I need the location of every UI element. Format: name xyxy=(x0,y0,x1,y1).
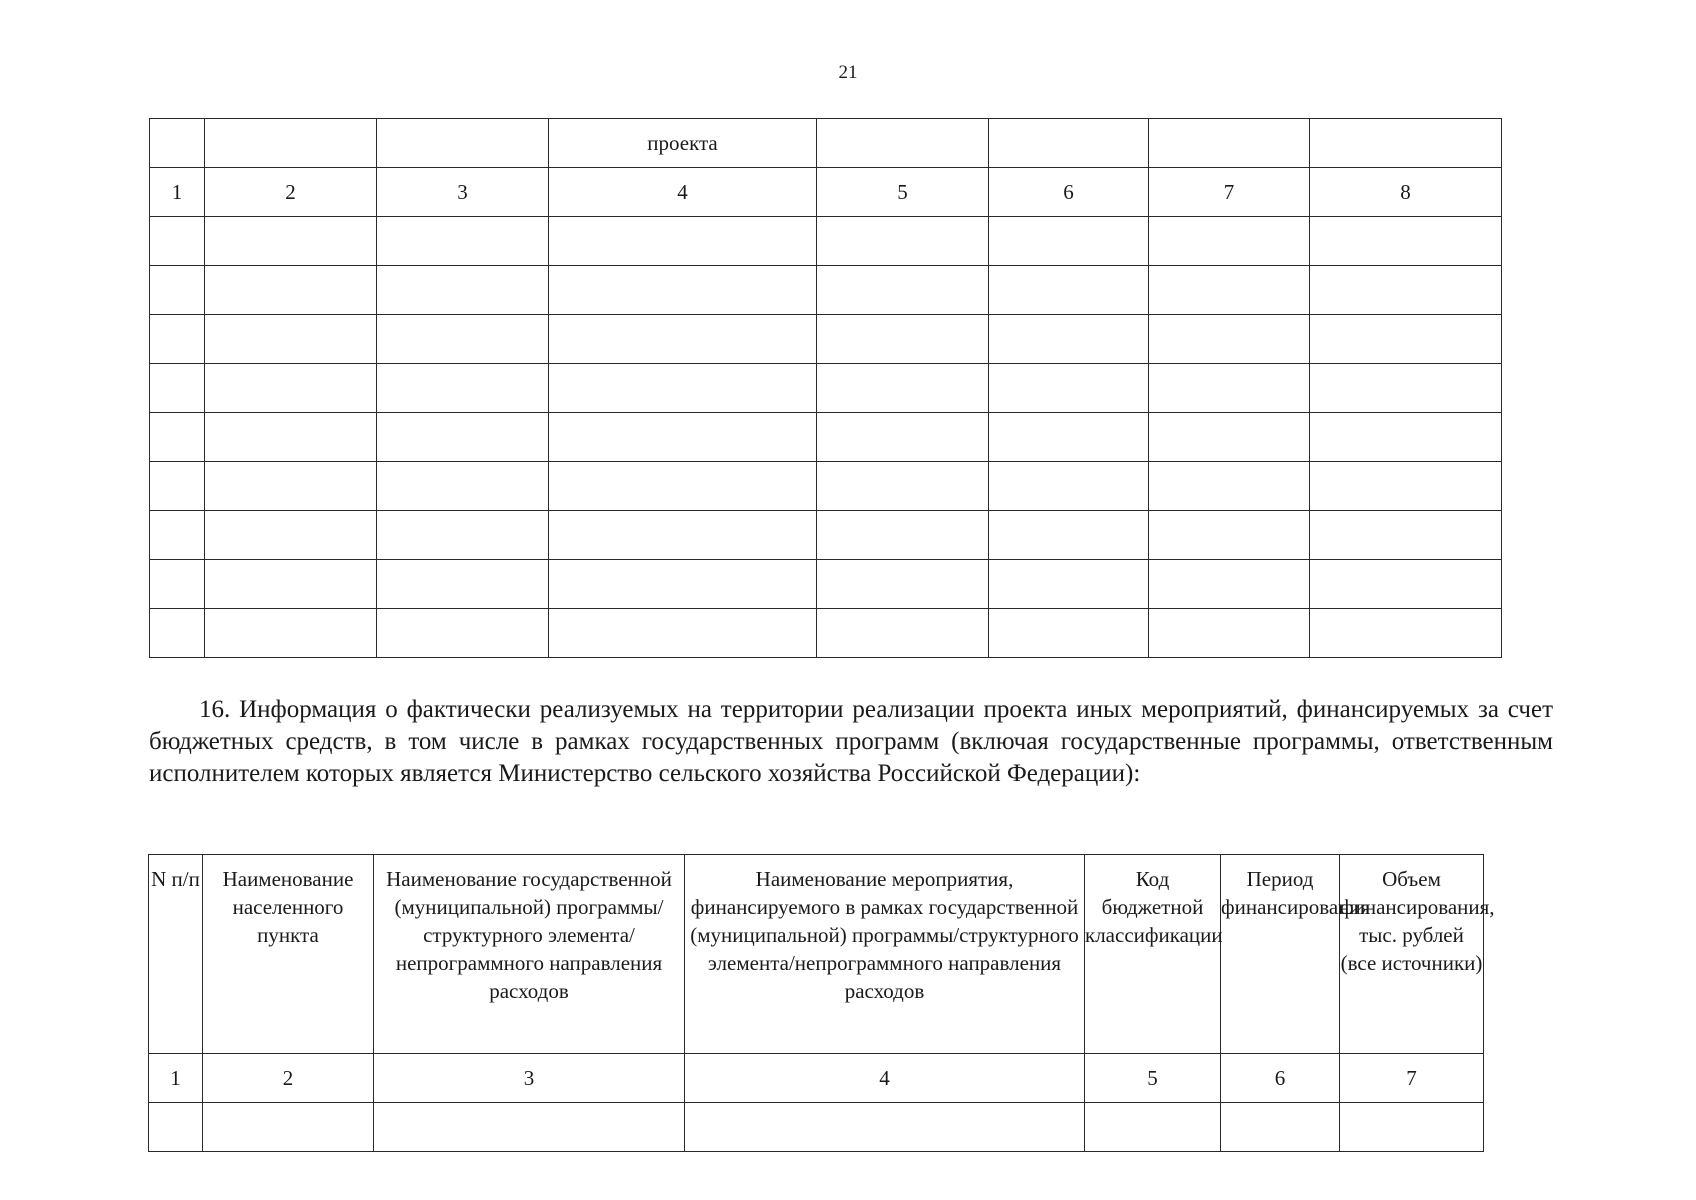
table-row xyxy=(150,364,1502,413)
empty-cell xyxy=(205,609,377,658)
table-row xyxy=(150,217,1502,266)
empty-cell xyxy=(377,462,549,511)
empty-cell xyxy=(377,364,549,413)
section-16-paragraph xyxy=(149,694,1553,790)
column-number: 8 xyxy=(1310,168,1502,217)
empty-cell xyxy=(817,560,989,609)
empty-cell xyxy=(817,511,989,560)
column-number: 2 xyxy=(203,1054,374,1103)
empty-cell xyxy=(205,511,377,560)
empty-cell xyxy=(1149,413,1310,462)
empty-cell xyxy=(377,560,549,609)
empty-cell xyxy=(549,413,817,462)
table-continued xyxy=(149,118,1502,658)
table-row xyxy=(150,315,1502,364)
empty-cell xyxy=(1149,364,1310,413)
header-program: Наименование государственной (муниципальной) программы/структурного элемента/непрограммного направления расходов xyxy=(374,855,685,1054)
empty-cell xyxy=(1149,266,1310,315)
empty-cell xyxy=(817,609,989,658)
empty-cell xyxy=(989,266,1149,315)
header-settlement: Наименование населенного пункта xyxy=(203,855,374,1054)
table-row xyxy=(149,1103,1484,1152)
empty-cell xyxy=(549,266,817,315)
column-number: 6 xyxy=(1221,1054,1340,1103)
empty-cell xyxy=(1310,609,1502,658)
empty-cell xyxy=(1149,462,1310,511)
table-row xyxy=(150,413,1502,462)
empty-cell xyxy=(1085,1103,1221,1152)
header-cell xyxy=(1149,119,1310,168)
empty-cell xyxy=(374,1103,685,1152)
empty-cell xyxy=(150,413,205,462)
empty-cell xyxy=(817,364,989,413)
empty-cell xyxy=(205,266,377,315)
empty-cell xyxy=(817,266,989,315)
table-header-row xyxy=(149,855,1484,1054)
column-number: 5 xyxy=(817,168,989,217)
empty-cell xyxy=(1310,560,1502,609)
column-number: 4 xyxy=(685,1054,1085,1103)
header-cell xyxy=(989,119,1149,168)
table-header-continuation xyxy=(150,119,1502,168)
empty-cell xyxy=(205,217,377,266)
empty-cell xyxy=(205,315,377,364)
column-number-row xyxy=(150,168,1502,217)
empty-cell xyxy=(205,413,377,462)
empty-cell xyxy=(377,609,549,658)
empty-cell xyxy=(377,511,549,560)
empty-cell xyxy=(377,413,549,462)
empty-cell xyxy=(549,217,817,266)
header-cell xyxy=(205,119,377,168)
column-number: 7 xyxy=(1149,168,1310,217)
empty-cell xyxy=(1149,609,1310,658)
empty-cell xyxy=(989,511,1149,560)
empty-cell xyxy=(549,462,817,511)
empty-cell xyxy=(685,1103,1085,1152)
empty-cell xyxy=(150,217,205,266)
header-cell xyxy=(377,119,549,168)
table-row xyxy=(150,560,1502,609)
empty-cell xyxy=(1310,217,1502,266)
column-number: 3 xyxy=(377,168,549,217)
table-row xyxy=(150,511,1502,560)
empty-cell xyxy=(549,315,817,364)
column-number: 7 xyxy=(1340,1054,1484,1103)
header-cell: проекта xyxy=(549,119,817,168)
empty-cell xyxy=(817,413,989,462)
empty-cell xyxy=(205,364,377,413)
empty-cell xyxy=(817,315,989,364)
empty-cell xyxy=(1310,266,1502,315)
page-number: 21 xyxy=(838,62,858,83)
empty-cell xyxy=(377,217,549,266)
empty-cell xyxy=(149,1103,203,1152)
empty-cell xyxy=(203,1103,374,1152)
table-row xyxy=(150,609,1502,658)
empty-cell xyxy=(549,364,817,413)
column-number: 4 xyxy=(549,168,817,217)
column-number: 1 xyxy=(149,1054,203,1103)
header-cell xyxy=(1310,119,1502,168)
empty-cell xyxy=(989,462,1149,511)
empty-cell xyxy=(549,609,817,658)
header-cell xyxy=(150,119,205,168)
column-number: 3 xyxy=(374,1054,685,1103)
empty-cell xyxy=(205,560,377,609)
empty-cell xyxy=(989,364,1149,413)
header-volume: Объем финансирования, тыс. рублей (все источники) xyxy=(1340,855,1484,1054)
table-empty-rows xyxy=(149,1103,1484,1152)
empty-cell xyxy=(150,511,205,560)
empty-cell xyxy=(549,511,817,560)
empty-cell xyxy=(150,560,205,609)
section-16-text: 16. Информация о фактически реализуемых на территории реализации проекта иных мероприятий, финансируемых за счет бюджетных средств, в том числе в рамках государственных программ (включая государственные программы, ответственным исполнителем которых является Министерство сельского хозяйства Российской Федерации): xyxy=(149,696,1553,787)
empty-cell xyxy=(377,266,549,315)
empty-cell xyxy=(1310,462,1502,511)
empty-cell xyxy=(150,462,205,511)
empty-cell xyxy=(989,413,1149,462)
empty-cell xyxy=(150,609,205,658)
table-row xyxy=(150,266,1502,315)
empty-cell xyxy=(150,266,205,315)
empty-cell xyxy=(1310,413,1502,462)
column-number: 1 xyxy=(150,168,205,217)
header-num: N п/п xyxy=(149,855,203,1054)
empty-cell xyxy=(989,217,1149,266)
empty-cell xyxy=(1149,217,1310,266)
column-number: 6 xyxy=(989,168,1149,217)
empty-cell xyxy=(205,462,377,511)
empty-cell xyxy=(1149,511,1310,560)
empty-cell xyxy=(817,217,989,266)
empty-cell xyxy=(150,364,205,413)
header-activity: Наименование мероприятия, финансируемого в рамках государственной (муниципальной) программы/структурного элемента/непрограммного направления расходов xyxy=(685,855,1085,1054)
empty-cell xyxy=(377,315,549,364)
empty-cell xyxy=(989,315,1149,364)
empty-cell xyxy=(989,609,1149,658)
empty-cell xyxy=(817,462,989,511)
table-empty-rows xyxy=(150,217,1502,658)
empty-cell xyxy=(989,560,1149,609)
empty-cell xyxy=(1310,364,1502,413)
table-row xyxy=(150,462,1502,511)
empty-cell xyxy=(1221,1103,1340,1152)
header-cell xyxy=(817,119,989,168)
column-number: 2 xyxy=(205,168,377,217)
column-number: 5 xyxy=(1085,1054,1221,1103)
empty-cell xyxy=(549,560,817,609)
empty-cell xyxy=(1149,315,1310,364)
empty-cell xyxy=(1149,560,1310,609)
header-period: Период финансирования xyxy=(1221,855,1340,1054)
empty-cell xyxy=(150,315,205,364)
header-budget-code: Код бюджетной классификации xyxy=(1085,855,1221,1054)
column-number-row xyxy=(149,1054,1484,1103)
empty-cell xyxy=(1340,1103,1484,1152)
table-other-activities xyxy=(148,854,1495,1152)
empty-cell xyxy=(1310,315,1502,364)
empty-cell xyxy=(1310,511,1502,560)
